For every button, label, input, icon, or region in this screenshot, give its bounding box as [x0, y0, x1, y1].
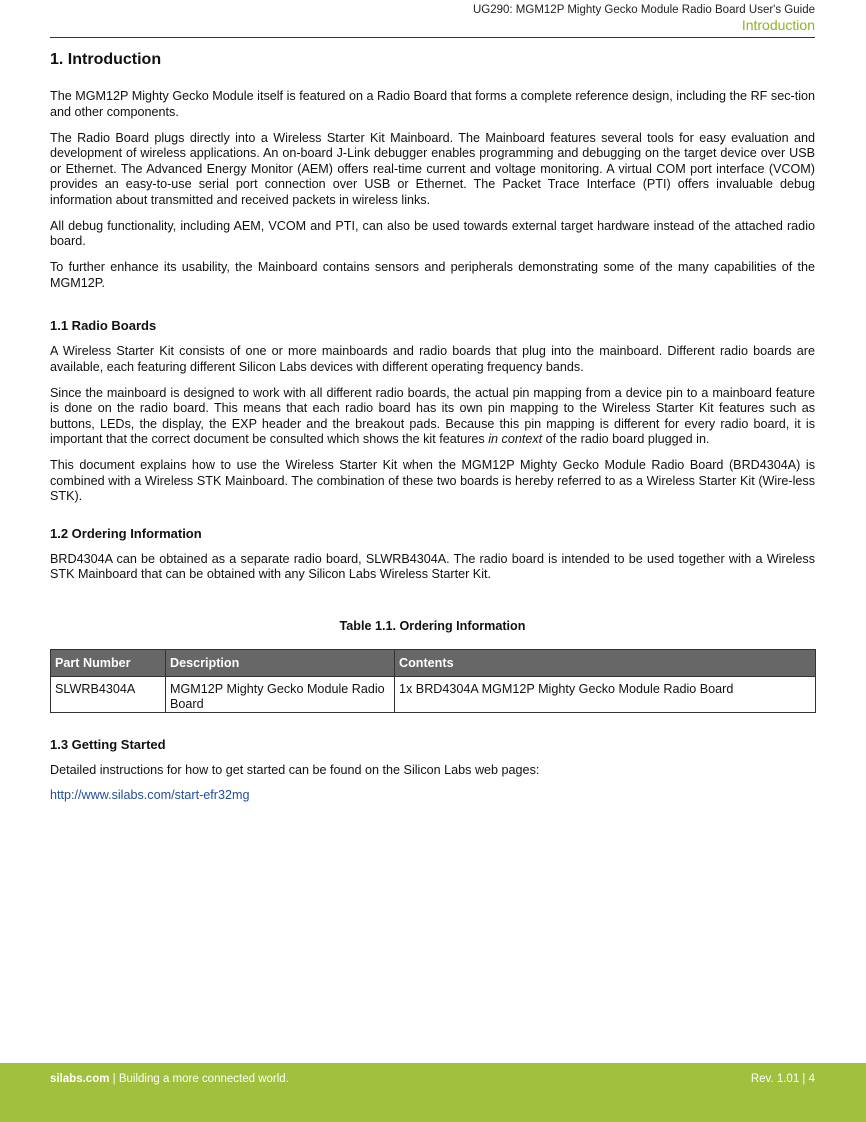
ordering-table [50, 649, 816, 713]
paragraph-text: of the radio board plugged in. [542, 432, 710, 446]
radio-boards-paragraph-2 [50, 386, 815, 448]
footer-left [50, 1073, 289, 1085]
intro-paragraph-1: The MGM12P Mighty Gecko Module itself is featured on a Radio Board that forms a complete reference design, including the RF sec-tion and other components. [50, 89, 815, 119]
footer-site-link[interactable]: silabs.com [50, 1073, 110, 1085]
page-header [473, 3, 815, 34]
ordering-paragraph: BRD4304A can be obtained as a separate radio board, SLWRB4304A. The radio board is intended to be used together with a Wireless STK Mainboard that can be obtained with any Silicon Labs Wireless Starter Kit. [50, 551, 815, 581]
getting-started-link[interactable]: http://www.silabs.com/start-efr32mg [50, 788, 250, 802]
header-divider [50, 37, 815, 38]
document-title: UG290: MGM12P Mighty Gecko Module Radio Board User's Guide [472, 4, 815, 16]
getting-started-paragraph: Detailed instructions for how to get started can be found on the Silicon Labs web pages: [50, 762, 540, 777]
section-1-3-heading: 1.3 Getting Started [50, 736, 166, 752]
footer-revision-page: Rev. 1.01 | 4 [750, 1073, 815, 1085]
paragraph-text: Since the mainboard is designed to work with all different radio boards, the actual pin mapping from a device pin to a mainboard feature is done on the radio board. This means that each radio board has its own pin mapping to the Wireless Starter Kit features such as buttons, LEDs, the display, the EXP header and the breakout pads. Because this pin mapping is different for every radio board, it is important that the correct document be consulted which shows the kit features [50, 385, 815, 446]
table-caption: Table 1.1. Ordering Information [339, 618, 526, 633]
header-contents: Contents [395, 649, 816, 676]
header-description: Description [166, 649, 395, 676]
radio-boards-paragraph-1: A Wireless Starter Kit consists of one or more mainboards and radio boards that plug into the mainboard. Different radio boards are available, each featuring different Silicon Labs devices with different operating frequency bands. [50, 344, 815, 374]
cell-description: MGM12P Mighty Gecko Module Radio Board [166, 676, 395, 712]
page-footer [0, 1063, 866, 1122]
table-header-row [51, 649, 816, 676]
cell-contents: 1x BRD4304A MGM12P Mighty Gecko Module Radio Board [395, 676, 816, 712]
intro-paragraph-2: The Radio Board plugs directly into a Wireless Starter Kit Mainboard. The Mainboard features several tools for easy evaluation and development of wireless applications. An on-board J-Link debugger enables programming and debugging on the target device over USB or Ethernet. The Advanced Energy Monitor (AEM) offers real-time current and voltage monitoring. A virtual COM port interface (VCOM) provides an easy-to-use serial port connection over USB or Ethernet. The Packet Trace Interface (PTI) offers invaluable debug information about transmitted and received packets in wireless links. [50, 130, 815, 207]
cell-part-number: SLWRB4304A [51, 676, 166, 712]
footer-tagline: | Building a more connected world. [109, 1073, 289, 1085]
section-tag: Introduction [741, 17, 815, 33]
header-part-number: Part Number [51, 649, 166, 676]
section-1-1-heading: 1.1 Radio Boards [50, 318, 157, 333]
intro-paragraph-3: All debug functionality, including AEM, VCOM and PTI, can also be used towards external target hardware instead of the attached radio board. [50, 218, 815, 248]
table-row [51, 676, 816, 712]
section-1-2-heading: 1.2 Ordering Information [50, 525, 202, 541]
radio-boards-paragraph-3: This document explains how to use the Wireless Starter Kit when the MGM12P Mighty Gecko Module Radio Board (BRD4304A) is combined with a Wireless STK Mainboard. The combination of these two boards is hereby referred to as a Wireless Starter Kit (Wire-less STK). [50, 458, 815, 503]
main-content [50, 50, 815, 803]
intro-paragraph-4: To further enhance its usability, the Mainboard contains sensors and peripherals demonstrating some of the many capabilities of the MGM12P. [50, 260, 815, 290]
section-1-heading: 1. Introduction [50, 51, 162, 68]
emphasis-text: in context [488, 432, 543, 446]
